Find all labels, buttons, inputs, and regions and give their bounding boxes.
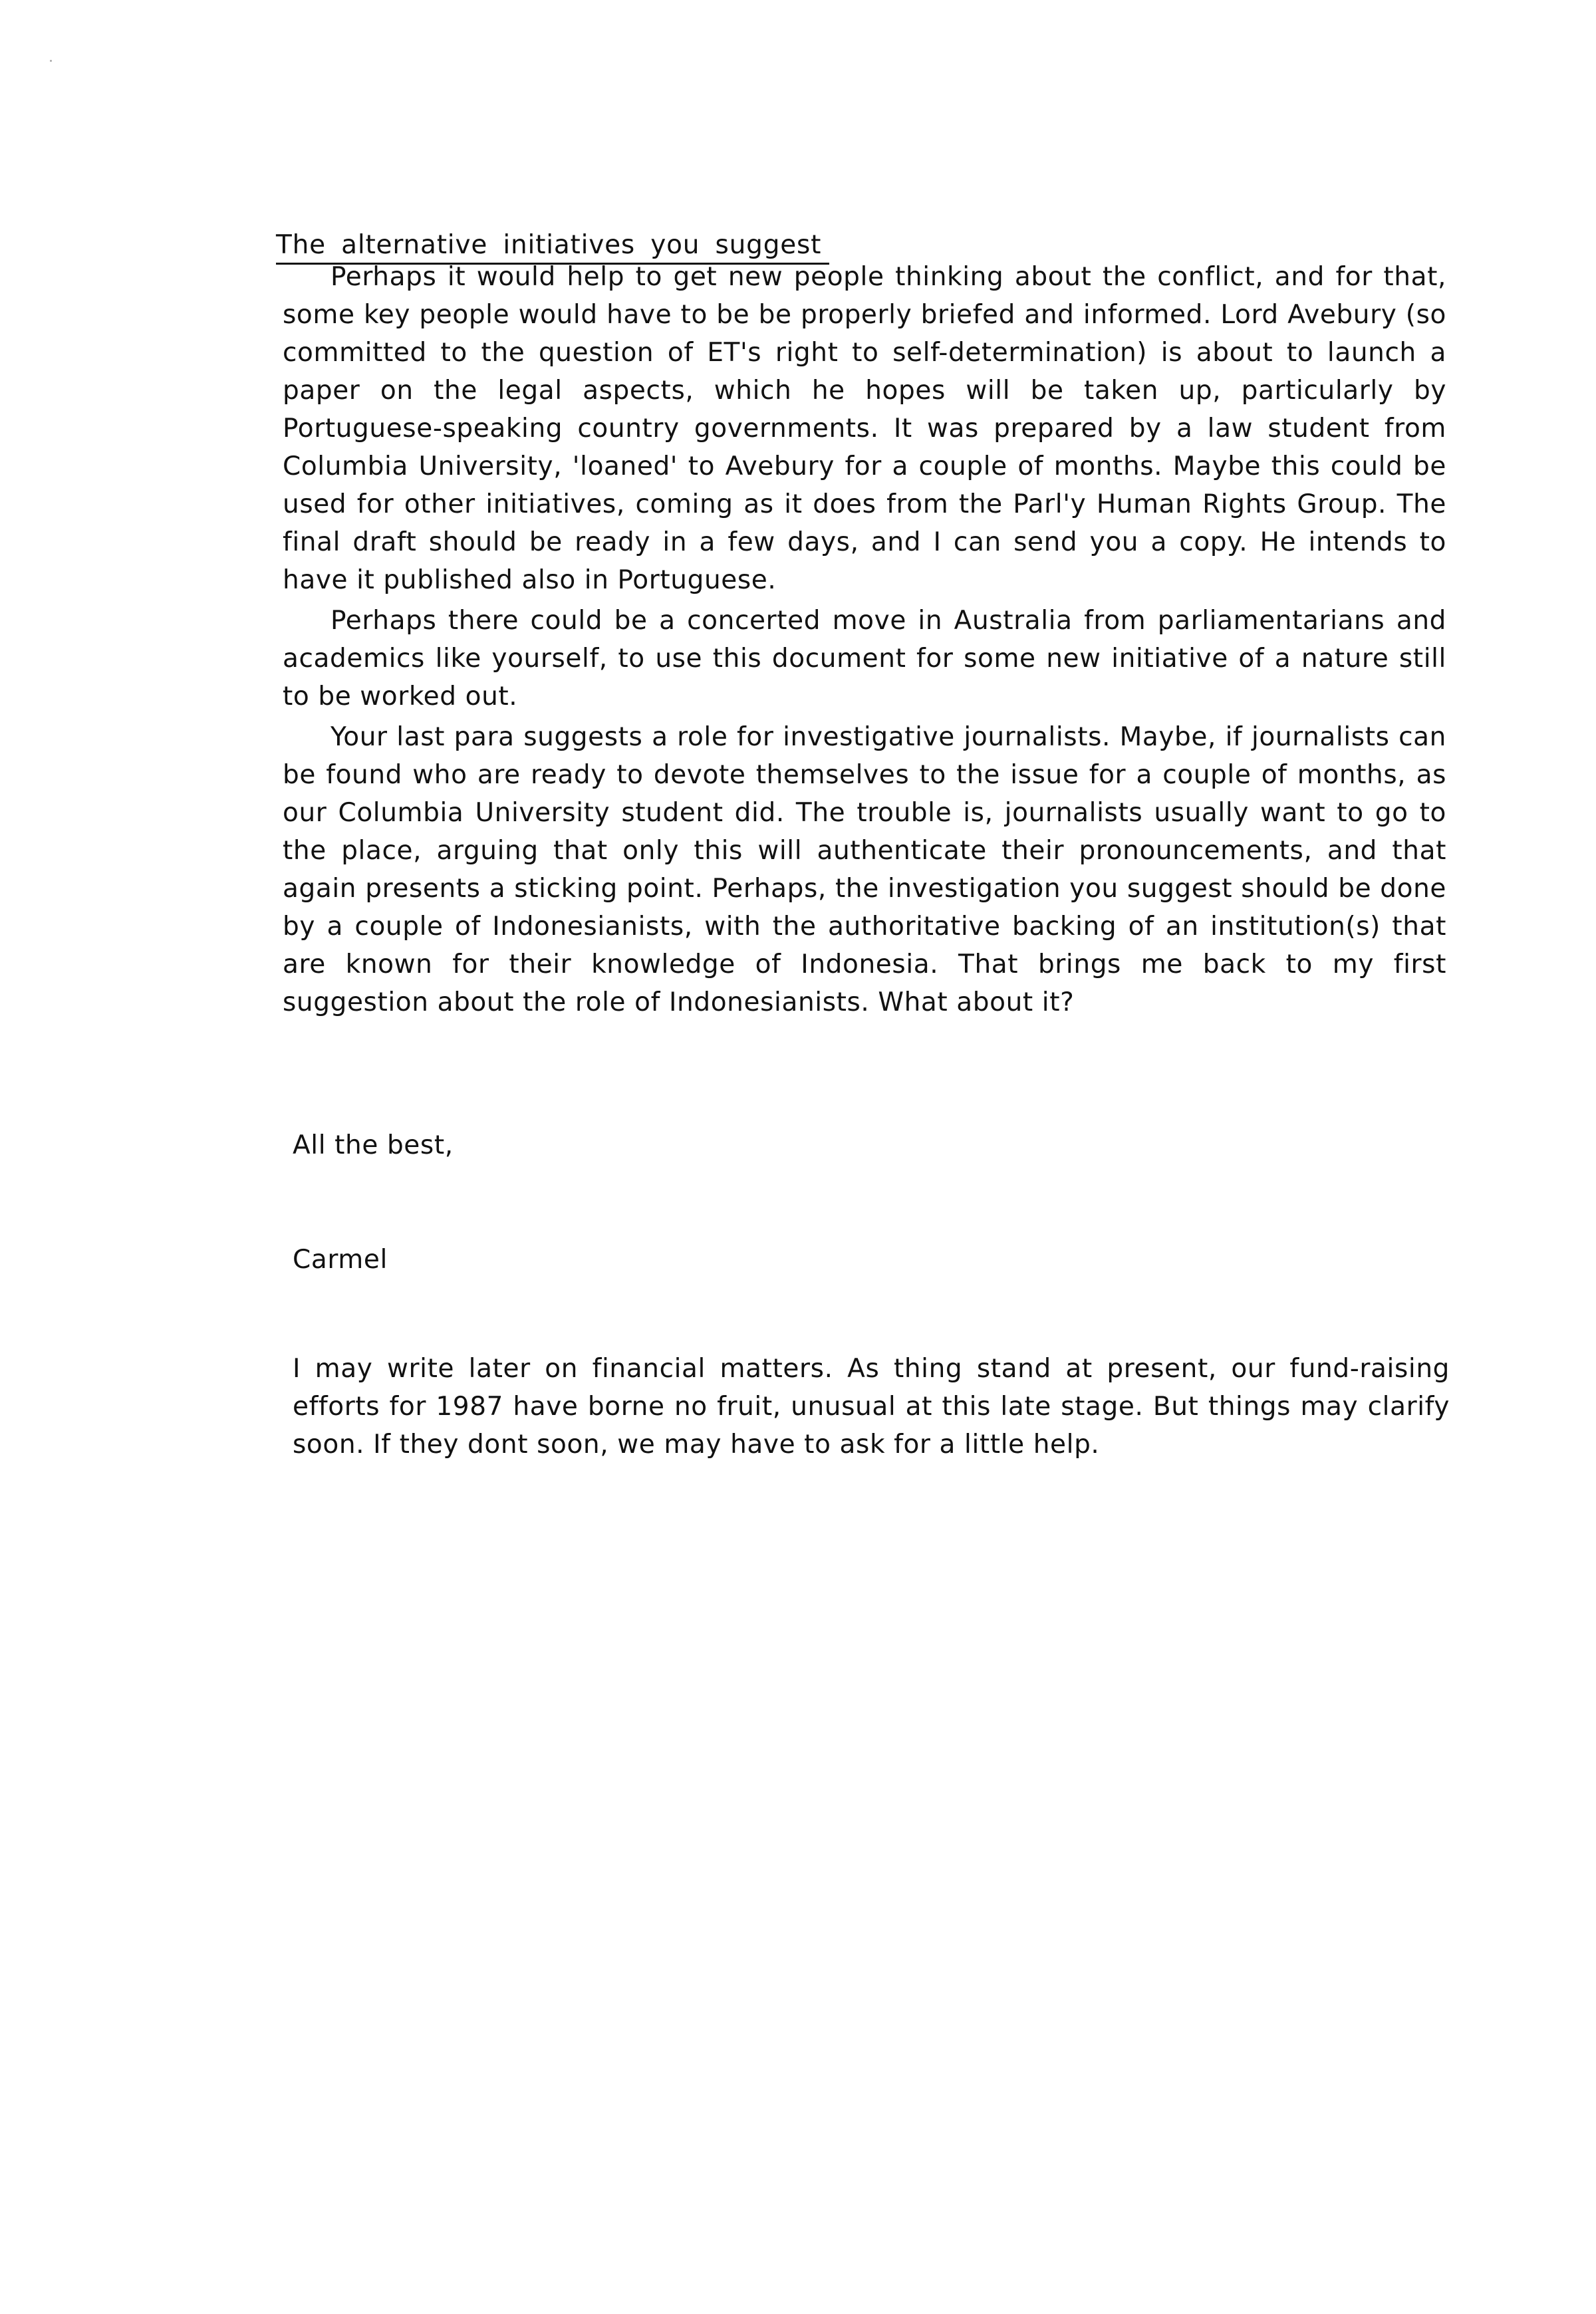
section-heading: The alternative initiatives you suggest <box>276 229 829 265</box>
scan-speck <box>50 60 52 62</box>
postscript-financial: I may write later on financial matters. As thing stand at present, our fund-raising efforts for 1987 have borne no fruit, unusual at this late stage. But things may clarify soon. If they dont soon, we may have to ask for a little help. <box>293 1354 1450 1460</box>
letter-body <box>283 258 1446 1024</box>
paragraph-australia-initiative: Perhaps there could be a concerted move in Australia from parliamentarians and academics like yourself, to use this document for some new initiative of a nature still to be worked out. <box>283 606 1446 711</box>
paragraph-avebury-paper: Perhaps it would help to get new people thinking about the conflict, and for that, some key people would have to be be properly briefed and informed. Lord Avebury (so committed to the question of ET's right to self-determination) is about to launch a paper on the legal aspects, which he hopes will be taken up, particularly by Portuguese-speaking country governments. It was prepared by a law student from Columbia University, 'loaned' to Avebury for a couple of months. Maybe this could be used for other initiatives, coming as it does from the Parl'y Human Rights Group. The final draft should be ready in a few days, and I can send you a copy. He intends to have it published also in Portuguese. <box>283 262 1446 595</box>
signature: Carmel <box>293 1245 388 1275</box>
paragraph-investigative-journalists: Your last para suggests a role for investigative journalists. Maybe, if journalists can be found who are ready to devote themselves to the issue for a couple of months, as our Columbia University student did. The trouble is, journalists usually want to go to the place, arguing that only this will authenticate their pronouncements, and that again presents a sticking point. Perhaps, the investigation you suggest should be done by a couple of Indonesianists, with the authoritative backing of an institution(s) that are known for their knowledge of Indonesia. That brings me back to my first suggestion about the role of Indonesianists. What about it? <box>283 722 1446 1017</box>
closing-salutation: All the best, <box>293 1130 454 1160</box>
